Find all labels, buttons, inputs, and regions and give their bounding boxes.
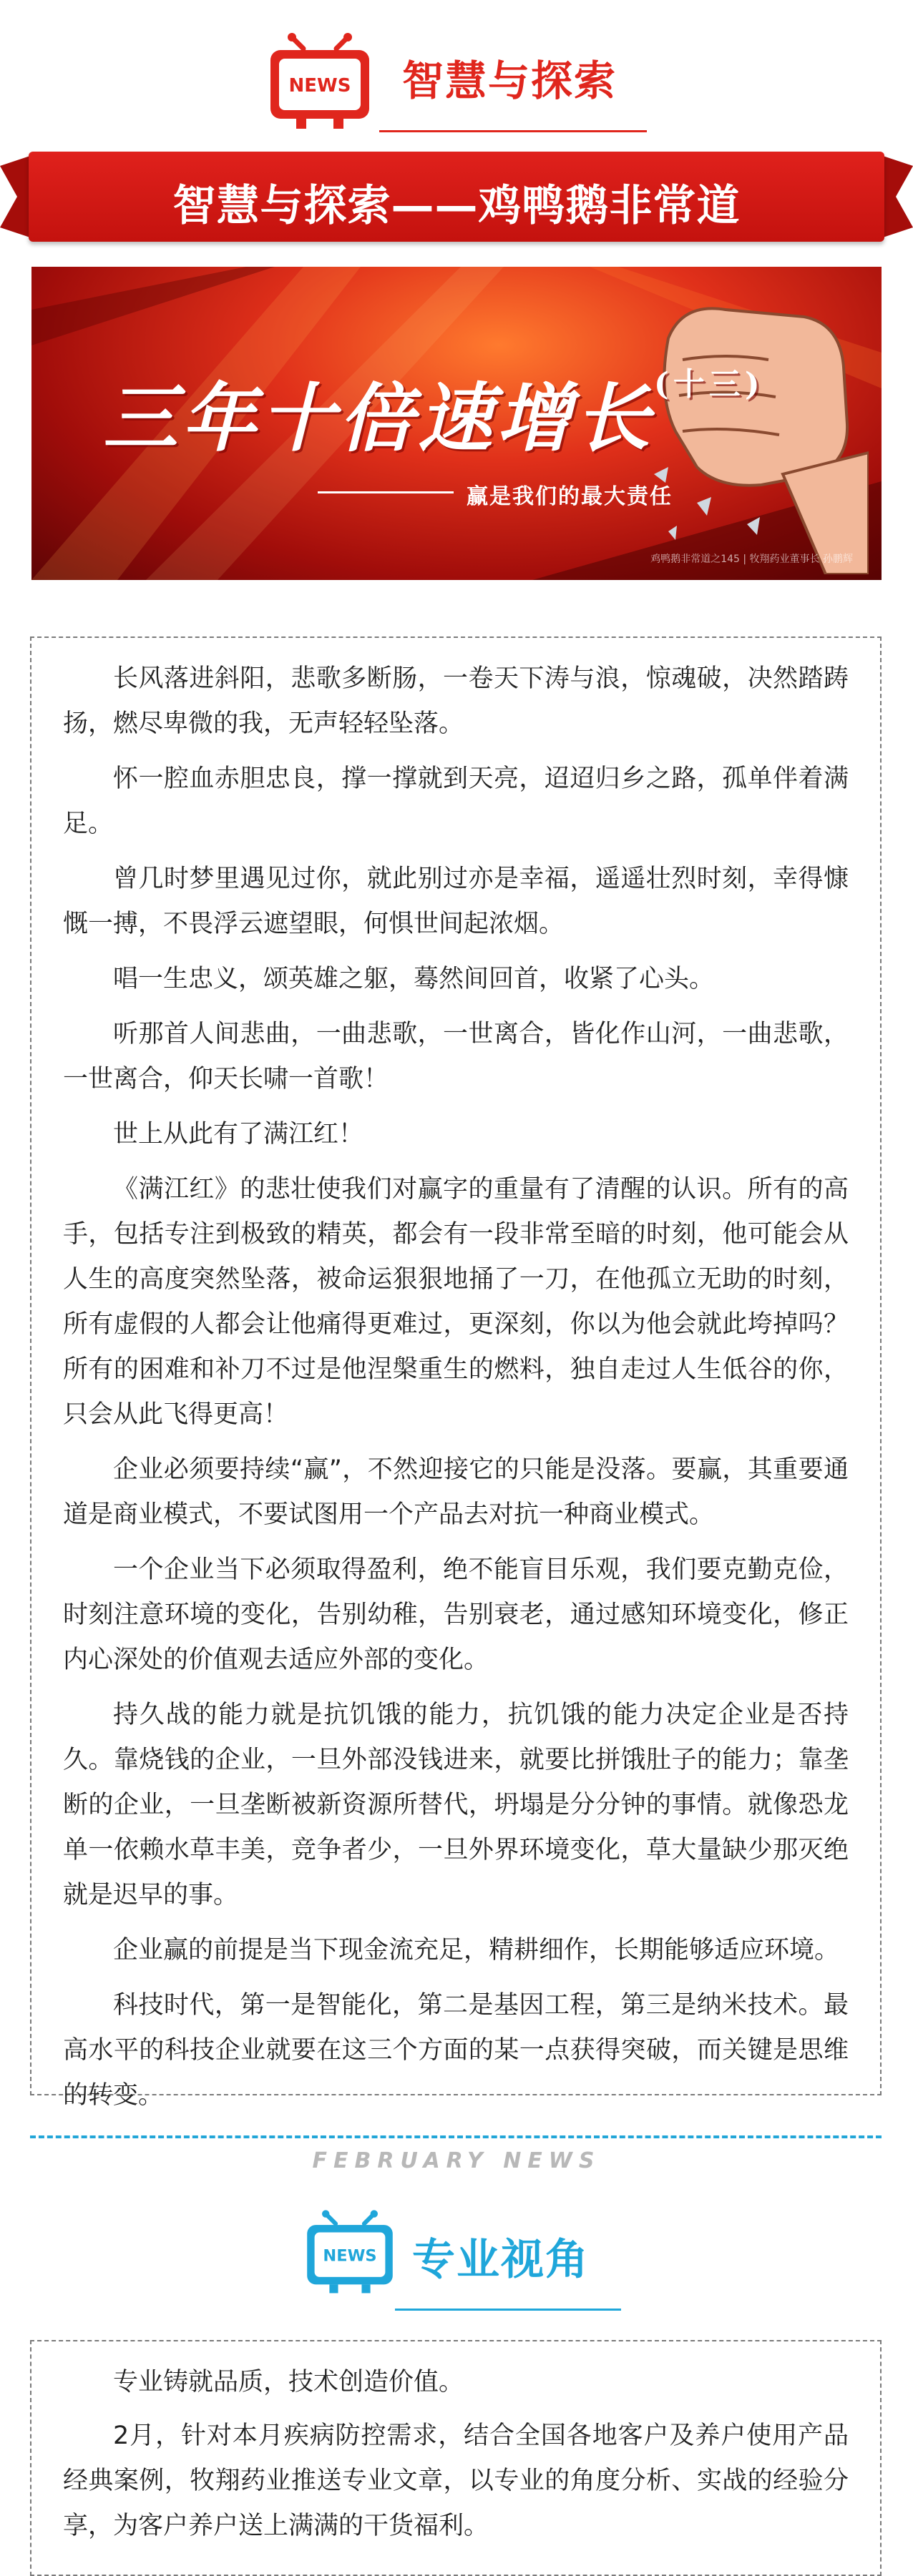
section-header-wisdom xyxy=(0,29,913,136)
article-paragraph: 怀一腔血赤胆忠良，撑一撑就到天亮，迢迢归乡之路，孤单伴着满足。 xyxy=(63,765,849,838)
professional-box xyxy=(30,2340,882,2576)
article-paragraph: 长风落进斜阳，悲歌多断肠，一卷天下涛与浪，惊魂破，决然踏踌扬，燃尽卑微的我，无声轻轻坠落。 xyxy=(63,664,849,738)
article-paragraph: 企业必须要持续“赢”，不然迎接它的只能是没落。要赢，其重要通道是商业模式，不要试图用一个产品去对抗一种商业模式。 xyxy=(63,1455,849,1529)
hero-subtitle: 赢是我们的最大责任 xyxy=(467,484,673,509)
february-news-label: FEBRUARY NEWS xyxy=(312,2148,601,2173)
section-title-professional: 专业视角 xyxy=(412,2235,590,2285)
tv-icon-label: NEWS xyxy=(323,2246,377,2266)
article-paragraph: 《满江红》的悲壮使我们对赢字的重量有了清醒的认识。所有的高手，包括专注到极致的精英，都会有一段非常至暗的时刻，他可能会从人生的高度突然坠落，被命运狠狠地捅了一刀，在他孤立无助的时刻，所有虚假的人都会让他痛得更难过，更深刻，你以为他会就此垮掉吗？所有的困难和补刀不过是他涅槃重生的燃料，独自走过人生低谷的你，只会从此飞得更高！ xyxy=(63,1175,849,1429)
article-paragraph: 唱一生忠义，颂英雄之躯，蓦然间回首，收紧了心头。 xyxy=(113,965,715,993)
article-paragraph: 世上从此有了满江红！ xyxy=(113,1120,364,1149)
pro-paragraph: 2月，针对本月疾病防控需求，结合全国各地客户及养户使用产品经典案例，牧翔药业推送专业文章，以专业的角度分析、实战的经验分享，为客户养户送上满满的干货福利。 xyxy=(63,2422,849,2540)
article-box xyxy=(30,636,882,2110)
pro-paragraph: 专业铸就品质，技术创造价值。 xyxy=(113,2368,464,2396)
section-header-professional xyxy=(0,2203,913,2317)
dashed-divider xyxy=(30,2135,882,2138)
article-paragraph: 科技时代，第一是智能化，第二是基因工程，第三是纳米技术。最高水平的科技企业就要在这三个方面的某一点获得突破，而关键是思维的转变。 xyxy=(63,1991,849,2110)
title-underline xyxy=(379,130,647,132)
hero-main-title: 三年十倍速增长$^{(十三)}$ xyxy=(103,366,764,462)
hero-subtitle-line xyxy=(318,491,454,493)
tv-news-icon xyxy=(303,2208,396,2299)
tv-news-icon xyxy=(266,33,374,133)
hero-image xyxy=(31,267,882,580)
title-banner xyxy=(29,152,884,242)
article-paragraph: 一个企业当下必须取得盈利，绝不能盲目乐观，我们要克勤克俭，时刻注意环境的变化，告别幼稚，告别衰老，通过感知环境变化，修正内心深处的价值观去适应外部的变化。 xyxy=(63,1555,849,1674)
tv-icon-label: NEWS xyxy=(288,75,351,97)
hero-credit: 鸡鸭鹅非常道之145 | 牧翔药业董事长 孙鹏辉 xyxy=(650,554,853,565)
hero-episode: (十三) xyxy=(654,366,764,403)
article-paragraph: 听那首人间悲曲，一曲悲歌，一世离合，皆化作山河，一曲悲歌，一世离合，仰天长啸一首歌！ xyxy=(63,1020,849,1093)
article-paragraph: 企业赢的前提是当下现金流充足，精耕细作，长期能够适应环境。 xyxy=(113,1936,840,1965)
article-paragraph: 曾几时梦里遇见过你，就此别过亦是幸福，遥遥壮烈时刻，幸得慷慨一搏，不畏浮云遮望眼，何惧世间起浓烟。 xyxy=(63,865,849,938)
section-title-wisdom: 智慧与探索 xyxy=(402,56,617,105)
article-paragraph: 持久战的能力就是抗饥饿的能力，抗饥饿的能力决定企业是否持久。靠烧钱的企业，一旦外部没钱进来，就要比拼饿肚子的能力；靠垄断的企业，一旦垄断被新资源所替代，坍塌是分分钟的事情。就像恐龙单一依赖水草丰美，竞争者少，一旦外界环境变化，草大量缺少那灭绝就是迟早的事。 xyxy=(63,1701,849,1909)
title-underline xyxy=(395,2309,621,2311)
banner-title: 智慧与探索——鸡鸭鹅非常道 xyxy=(172,181,741,231)
